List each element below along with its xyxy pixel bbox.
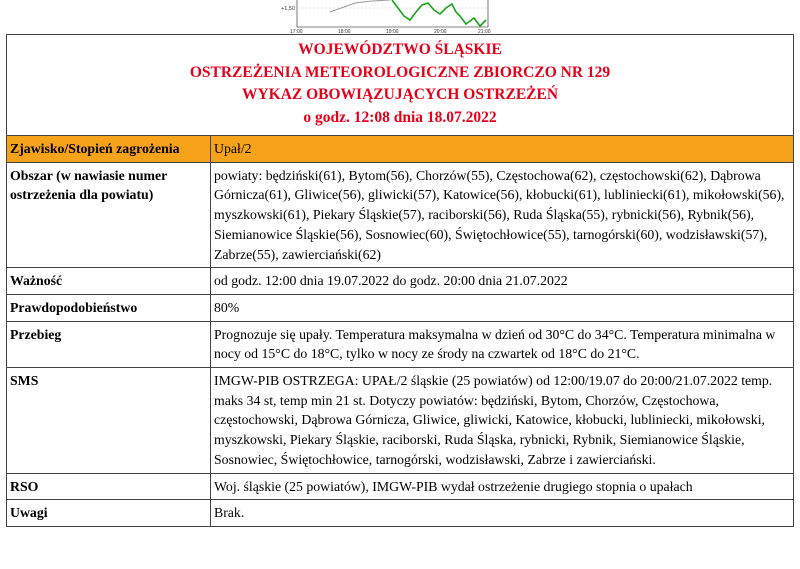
row-label: SMS [7,368,211,474]
row-label: Zjawisko/Stopień zagrożenia [7,136,211,162]
chart-x-tick: 18:00 [338,29,351,34]
row-label: Obszar (w nawiasie numer ostrzeżenia dla powiatu) [7,162,211,268]
row-label: Ważność [7,268,211,295]
table-row-sms [7,368,793,474]
row-label: RSO [7,473,211,500]
chart-x-tick: 20:00 [434,29,447,34]
issue-time: o godz. 12:08 dnia 18.07.2022 [303,108,497,126]
chart-line-gray [330,0,390,12]
table-row-course [7,321,793,367]
table-row-remarks [7,500,793,526]
warning-table [7,136,793,526]
chart-plot-area [297,0,488,27]
table-row-hazard [7,136,793,162]
row-value: od godz. 12:00 dnia 19.07.2022 do godz. 20:00 dnia 21.07.2022 [211,268,794,295]
row-value: Brak. [211,500,794,526]
row-value: IMGW-PIB OSTRZEGA: UPAŁ/2 śląskie (25 powiatów) od 12:00/19.07 do 20:00/21.07.2022 temp. maks 34 st, temp min 21 st. Dotyczy powiatów: będziński, Bytom, Chorzów, Częstochowa, częstochowski, Dąbrowa Górnicza, Gliwice, gliwicki, Katowice, kłobucki, lubliniecki, mikołowski, myszkowski, Piekary Śląskie, raciborski, Ruda Śląska, rybnicki, Rybnik, Siemianowice Śląskie, Sosnowiec, Świętochłowice, tarnogórski, wodzisławski, Zabrze i zawierciański. [211,368,794,474]
warning-document [6,34,794,527]
chart-y-tick: +1,50 [281,6,295,12]
table-row-probability [7,294,793,321]
row-label: Przebieg [7,321,211,367]
row-value: powiaty: będziński(61), Bytom(56), Chorzów(55), Częstochowa(62), częstochowski(62), Dąbrowa Górnicza(61), Gliwice(56), gliwicki(57), Katowice(56), kłobucki(61), lubliniecki(61), mikołowski(56), myszkowski(61), Piekary Śląskie(57), raciborski(56), Ruda Śląska(55), rybnicki(56), Rybnik(56), Siemianowice Śląskie(56), Sosnowiec(60), Świętochłowice(55), tarnogórski(60), wodzisławski(57), Zabrze(55), zawierciański(62) [211,162,794,268]
chart-x-tick: 19:00 [386,29,399,34]
list-title: WYKAZ OBOWIĄZUJĄCYCH OSTRZEŻEŃ [241,86,559,103]
row-value: 80% [211,294,794,321]
voivodeship-title: WOJEWÓDZTWO ŚLĄSKIE [298,41,502,58]
cropped-chart-strip [0,0,800,34]
row-label: Uwagi [7,500,211,526]
row-label: Prawdopodobieństwo [7,294,211,321]
chart-x-tick: 17:00 [290,29,303,34]
warning-header [7,35,793,136]
table-row-area [7,162,793,268]
row-value: Woj. śląskie (25 powiatów), IMGW-PIB wydał ostrzeżenie drugiego stopnia o upałach [211,473,794,500]
row-value: Upał/2 [211,136,794,162]
bulletin-title: OSTRZEŻENIA METEOROLOGICZNE ZBIORCZO NR 129 [189,63,611,81]
chart-x-tick: 21:00 [478,29,491,34]
table-row-validity [7,268,793,295]
row-value: Prognozuje się upały. Temperatura maksymalna w dzień od 30°C do 34°C. Temperatura minimalna w nocy od 15°C do 18°C, tylko w nocy ze środy na czwartek od 18°C do 21°C. [211,321,794,367]
table-row-rso [7,473,793,500]
chart-line-green [392,0,486,26]
